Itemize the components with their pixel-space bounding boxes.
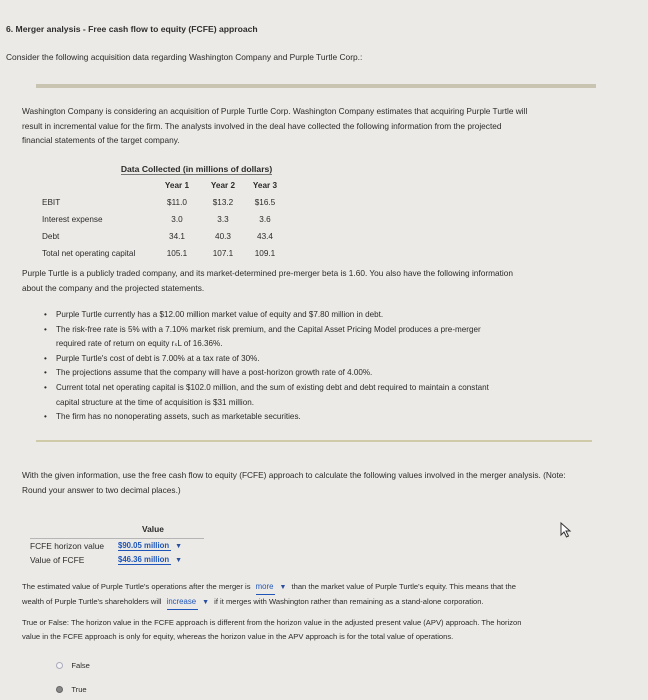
option-true[interactable]: True — [56, 684, 87, 694]
data-table — [42, 160, 286, 262]
col-header: Year 3 — [252, 181, 278, 190]
divider — [36, 84, 596, 88]
instruction-paragraph: With the given information, use the free cash flow to equity (FCFE) approach to calculate the following values involved in the merger analysis. (Note: Round your answer to two decimal places.) — [22, 470, 566, 495]
table-row: Interest expense 3.0 3.3 3.6 — [42, 215, 271, 224]
list-item: • The firm has no nonoperating assets, such as marketable securities. — [44, 412, 301, 422]
data-table-container — [42, 160, 286, 262]
list-item: • The risk-free rate is 5% with a 7.10% market risk premium, and the Capital Asset Pricing Model produces a pre-merger required rate of return on equity rₛL of 16.36%. — [44, 324, 481, 349]
answer-row-label: Value of FCFE — [30, 555, 85, 565]
table-row: Debt 34.1 40.3 43.4 — [42, 232, 273, 241]
answers-table — [24, 524, 224, 570]
increase-decrease-dropdown[interactable]: increase ▼ — [167, 597, 212, 606]
more-less-dropdown[interactable]: more ▼ — [256, 582, 289, 591]
divider — [36, 440, 592, 442]
answer-row-label: FCFE horizon value — [30, 541, 105, 551]
true-false-question: True or False: The horizon value in the FCFE approach is different from the horizon value in the adjusted present value (APV) approach. The horizon value in the FCFE approach is only for equity, whereas the horizon value in the APV approach is for the total value of operations. — [22, 618, 522, 641]
list-item: • Current total net operating capital is $102.0 million, and the sum of existing debt and debt required to maintain a constant capital structure at the time of acquisition is $31 million. — [44, 382, 489, 407]
table-row: Total net operating capital 105.1 107.1 109.1 — [42, 249, 276, 258]
fcfe-horizon-value-dropdown[interactable]: $90.05 million ▼ — [118, 541, 183, 550]
assumptions-list — [42, 308, 602, 425]
col-header: Year 2 — [210, 181, 236, 190]
table-title: Data Collected (in millions of dollars) — [120, 163, 273, 174]
caret-down-icon: ▼ — [175, 557, 183, 564]
value-of-fcfe-dropdown[interactable]: $46.36 million ▼ — [118, 555, 183, 564]
caret-down-icon: ▼ — [175, 543, 183, 550]
question-title: 6. Merger analysis - Free cash flow to equity (FCFE) approach — [6, 24, 258, 34]
list-item: • Purple Turtle's cost of debt is 7.00% at a tax rate of 30%. — [44, 353, 260, 363]
estimate-paragraph: The estimated value of Purple Turtle's operations after the merger is more ▼ than the market value of Purple Turtle's equity. This means that the wealth of Purple Turtle's shareholders will increase ▼ if it merges with Washington rather than remaining as a stand-alone corporation. — [22, 580, 602, 610]
consider-text: Consider the following acquisition data regarding Washington Company and Purple Turtle Corp.: — [6, 52, 363, 62]
col-header: Year 1 — [164, 181, 190, 190]
table-row: EBIT $11.0 $13.2 $16.5 — [42, 198, 276, 207]
answers-header: Value — [142, 524, 164, 534]
intro-paragraph: Washington Company is considering an acquisition of Purple Turtle Corp. Washington Company estimates that acquiring Purple Turtle will result in incremental value for the firm. The analysts involved in the deal have collected the following information from the projected financial statements of the target company. — [22, 106, 528, 145]
option-false[interactable]: False — [56, 660, 90, 670]
mouse-pointer-icon — [560, 522, 572, 540]
list-item: • Purple Turtle currently has a $12.00 million market value of equity and $7.80 million in debt. — [44, 310, 384, 319]
radio-button[interactable] — [56, 662, 63, 669]
beta-paragraph: Purple Turtle is a publicly traded company, and its market-determined pre-merger beta is 1.60. You also have the following information about the company and the projected statements. — [22, 268, 514, 293]
list-item: • The projections assume that the company will have a post-horizon growth rate of 4.00%. — [44, 368, 373, 378]
caret-down-icon: ▼ — [202, 599, 210, 606]
radio-button-selected[interactable] — [56, 686, 63, 693]
caret-down-icon: ▼ — [279, 584, 287, 591]
divider — [30, 538, 204, 539]
